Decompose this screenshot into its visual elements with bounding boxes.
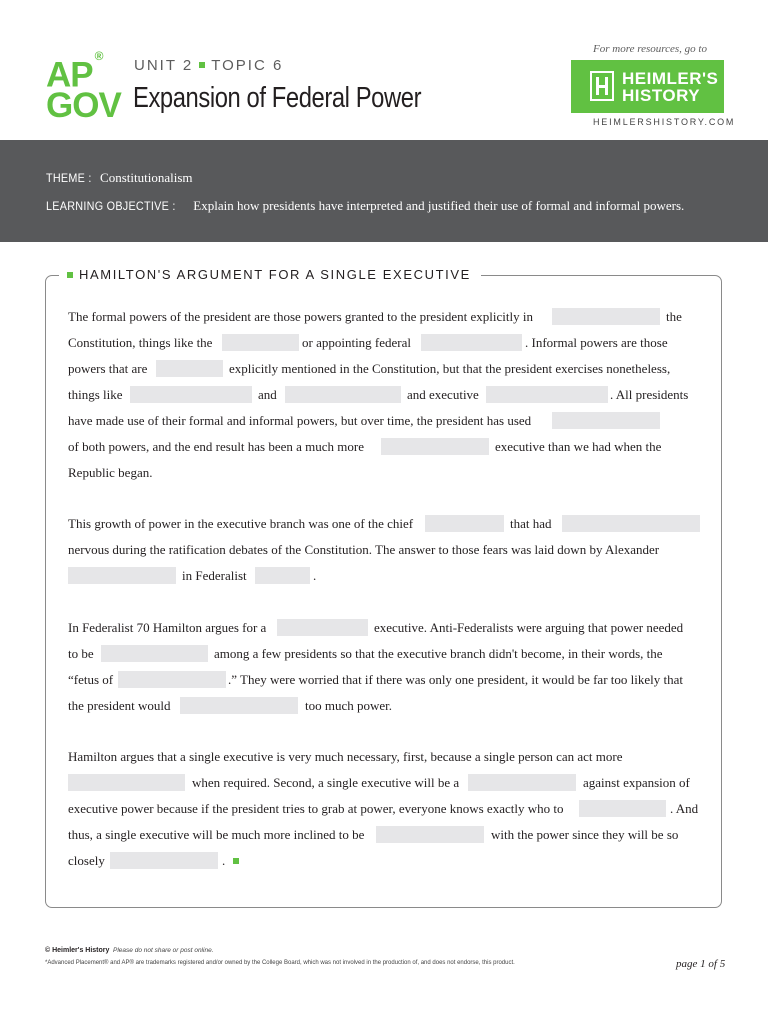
resources-text: For more resources, go to xyxy=(593,43,707,55)
text: too much power. xyxy=(305,698,393,713)
text: . Informal powers are those xyxy=(525,335,668,350)
footer-copyright: © Heimler's History Please do not share or post online. xyxy=(45,947,214,954)
text: have made use of their formal and informal powers, but over time, the president has used xyxy=(68,413,532,428)
text: . And xyxy=(670,801,699,816)
heimlers-history-logo[interactable] xyxy=(571,60,724,113)
fill-blank-input[interactable] xyxy=(421,334,522,351)
theme-row xyxy=(46,170,193,186)
text: thus, a single executive will be much more inclined to be xyxy=(68,827,365,842)
fill-blank-input[interactable] xyxy=(552,412,660,429)
text: against expansion of xyxy=(583,775,690,790)
brand-name: HEIMLER'S HISTORY xyxy=(622,69,719,105)
fill-blank-input[interactable] xyxy=(222,334,299,351)
topic-label: TOPIC 6 xyxy=(211,57,284,74)
fill-blank-input[interactable] xyxy=(285,386,401,403)
end-marker-icon xyxy=(233,858,239,864)
text: among a few presidents so that the executive branch didn't become, in their words, the xyxy=(214,646,663,661)
text: in Federalist xyxy=(182,568,247,583)
text: . All presidents xyxy=(610,387,689,402)
theme-value: Constitutionalism xyxy=(100,170,193,185)
fill-blank-input[interactable] xyxy=(101,645,208,662)
text: Republic began. xyxy=(68,465,153,480)
text: to be xyxy=(68,646,94,661)
theme-band xyxy=(0,140,768,242)
green-square-icon xyxy=(67,272,73,278)
ap-gov-logo: AP ® GOV xyxy=(46,49,121,125)
fill-blank-input[interactable] xyxy=(255,567,310,584)
fill-blank-input[interactable] xyxy=(277,619,368,636)
theme-label: THEME : xyxy=(46,171,92,185)
text: nervous during the ratification debates of the Constitution. The answer to those fears was laid down by Alexander xyxy=(68,542,660,557)
text: the president would xyxy=(68,698,171,713)
fill-blank-input[interactable] xyxy=(425,515,504,532)
text: Constitution, things like the xyxy=(68,335,213,350)
fill-blank-input[interactable] xyxy=(562,515,700,532)
section-heading: HAMILTON'S ARGUMENT FOR A SINGLE EXECUTIVE xyxy=(59,267,481,282)
fill-blank-input[interactable] xyxy=(381,438,489,455)
objective-label: LEARNING OBJECTIVE : xyxy=(46,199,176,213)
fill-blank-input[interactable] xyxy=(110,852,218,869)
text: when required. Second, a single executive will be a xyxy=(192,775,460,790)
text: Hamilton argues that a single executive is very much necessary, first, because a single person can act more xyxy=(68,749,623,764)
unit-topic-label xyxy=(134,57,283,74)
text: and executive xyxy=(407,387,479,402)
footer-trademark: *Advanced Placement® and AP® are trademarks registered and/or owned by the College Board, which was not involved in the production of, and does not endorse, this product. xyxy=(45,960,515,966)
fill-blank-input[interactable] xyxy=(579,800,666,817)
text: executive power because if the president tries to grab at power, everyone knows exactly who to xyxy=(68,801,564,816)
text: the xyxy=(666,309,682,324)
text: “fetus of xyxy=(68,672,114,687)
text: powers that are xyxy=(68,361,148,376)
fill-blank-input[interactable] xyxy=(68,567,176,584)
fill-blank-input[interactable] xyxy=(118,671,226,688)
text: . xyxy=(222,853,226,868)
fill-blank-input[interactable] xyxy=(156,360,223,377)
objective-value: Explain how presidents have interpreted and justified their use of formal and informal powers. xyxy=(193,198,685,213)
page-number: page 1 of 5 xyxy=(676,958,726,970)
text: and xyxy=(258,387,277,402)
green-square-icon xyxy=(199,62,205,68)
text: The formal powers of the president are those powers granted to the president explicitly in xyxy=(68,309,533,324)
text: This growth of power in the executive branch was one of the chief xyxy=(68,516,414,531)
text: In Federalist 70 Hamilton argues for a xyxy=(68,620,267,635)
text: closely xyxy=(68,853,105,868)
text: that had xyxy=(510,516,552,531)
text: explicitly mentioned in the Constitution, but that the president exercises nonetheless, xyxy=(229,361,671,376)
fill-blank-input[interactable] xyxy=(486,386,608,403)
fill-blank-input[interactable] xyxy=(376,826,484,843)
text: with the power since they will be so xyxy=(491,827,679,842)
unit-label: UNIT 2 xyxy=(134,57,194,74)
fill-blank-input[interactable] xyxy=(468,774,576,791)
text: . xyxy=(313,568,317,583)
hh-logo-icon xyxy=(590,71,614,101)
text: or appointing federal xyxy=(302,335,412,350)
text: executive. Anti-Federalists were arguing that power needed xyxy=(374,620,684,635)
fill-blank-input[interactable] xyxy=(130,386,252,403)
text: things like xyxy=(68,387,123,402)
text: of both powers, and the end result has been a much more xyxy=(68,439,365,454)
text: .” They were worried that if there was only one president, it would be far too likely that xyxy=(228,672,683,687)
text: executive than we had when the xyxy=(495,439,662,454)
objective-row xyxy=(46,198,684,214)
fill-blank-input[interactable] xyxy=(552,308,660,325)
fill-blank-input[interactable] xyxy=(68,774,185,791)
brand-url-link[interactable]: HEIMLERSHISTORY.COM xyxy=(593,117,736,127)
fill-blank-input[interactable] xyxy=(180,697,298,714)
page-title: Expansion of Federal Power xyxy=(133,82,422,114)
